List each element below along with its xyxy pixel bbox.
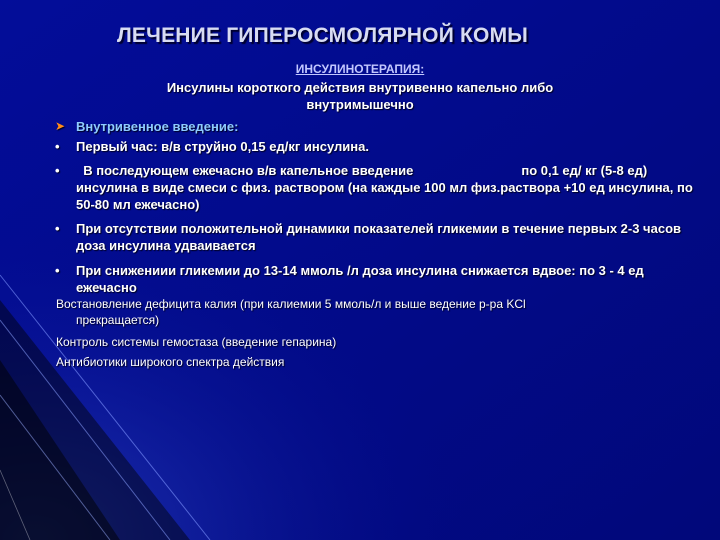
bullet-text-group <box>76 162 696 213</box>
bullet-text: При снижениии гликемии до 13-14 ммоль /л доза инсулина снижается вдвое: по 3 - 4 ед ежечасно <box>76 263 644 295</box>
intro-text: Инсулины короткого действия внутривенно капельно либо внутримышечно <box>166 80 554 112</box>
orange-arrow-bullet-icon: ➤ <box>55 119 66 133</box>
note-text: Контроль системы гемостаза (введение гепарина) <box>56 335 337 349</box>
note-hemostasis <box>56 334 696 350</box>
section-subtitle: ИНСУЛИНОТЕРАПИЯ: <box>295 62 425 76</box>
bullet-text: Первый час: в/в струйно 0,15 ед/кг инсулина. <box>76 139 369 154</box>
dot-bullet-icon: • <box>55 263 60 278</box>
note-text-continued: прекращается) <box>76 313 160 327</box>
subheading-text: Внутривенное введение: <box>76 119 239 134</box>
bullet-text-continued: по 0,1 ед/ кг (5-8 ед) инсулина в виде смеси с физ. раствором (на каждые 100 мл физ.раствора +10 ед инсулина, по 50-80 мл ежечасно) <box>76 163 693 212</box>
bullet-text: В последующем ежечасно в/в капельное введение <box>83 163 414 178</box>
dot-bullet-icon: • <box>55 139 60 154</box>
bullet-text: При отсутствии положительной динамики показателей гликемии в течение первых 2-3 часов доза инсулина удваивается <box>76 221 682 253</box>
dot-bullet-icon: • <box>55 221 60 236</box>
note-antibiotics <box>56 354 696 370</box>
note-text: Антибиотики широкого спектра действия <box>56 355 285 369</box>
slide-title: ЛЕЧЕНИЕ ГИПЕРОСМОЛЯРНОЙ КОМЫ <box>117 24 529 47</box>
dot-bullet-icon: • <box>55 163 60 178</box>
note-text: Востановление дефицита калия (при калиемии 5 ммоль/л и выше ведение р-ра KCl <box>56 297 526 311</box>
note-potassium <box>56 296 696 328</box>
